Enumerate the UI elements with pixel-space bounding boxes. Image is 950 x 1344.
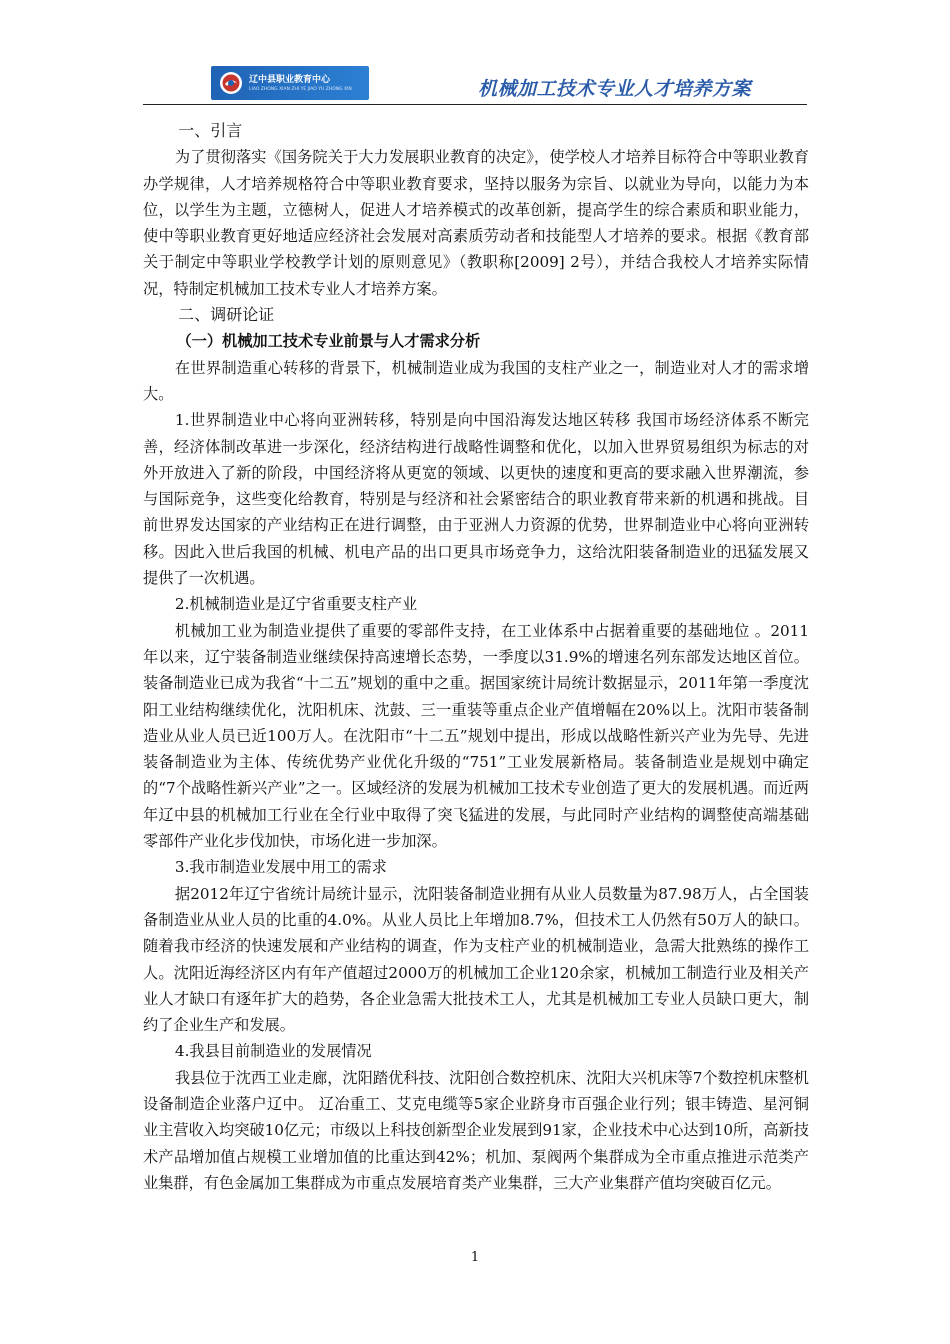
document-body xyxy=(143,118,809,1196)
item1-paragraph: 1.世界制造业中心将向亚洲转移，特别是向中国沿海发达地区转移 我国市场经济体系不断完善，经济体制改革进一步深化，经济结构进行战略性调整和优化，以加入世界贸易组织为标志的对外开放进入了新的阶段，中国经济将从更宽的领域、以更快的速度和更高的要求融入世界潮流，参与国际竞争，这些变化给教育，特别是与经济和社会紧密结合的职业教育带来新的机遇和挑战。目前世界发达国家的产业结构正在进行调整，由于亚洲人力资源的优势，世界制造业中心将向亚洲转移。因此入世后我国的机械、机电产品的出口更具市场竞争力，这给沈阳装备制造业的迅猛发展又提供了一次机遇。 xyxy=(143,411,809,588)
item2-paragraph: 机械加工业为制造业提供了重要的零部件支持，在工业体系中占据着重要的基础地位 。2011年以来，辽宁装备制造业继续保持高速增长态势，一季度以31.9%的增速名列东部发达地区首位。装备制造业已成为我省“十二五”规划的重中之重。据国家统计局统计数据显示，2011年第一季度沈阳工业结构继续优化，沈阳机床、沈鼓、三一重装等重点企业产值增幅在20%以上。沈阳市装备制造业从业人员已近100万人。在沈阳市“十二五”规划中提出，形成以战略性新兴产业为先导、先进装备制造业为主体、传统优势产业优化升级的“751”工业发展新格局。装备制造业是规划中确定的“7个战略性新兴产业”之一。区域经济的发展为机械加工技术专业创造了更大的发展机遇。而近两年辽中县的机械加工行业在全行业中取得了突飞猛进的发展，与此同时产业结构的调整使高端基础零部件产业化步伐加快，市场化进一步加深。 xyxy=(143,621,809,851)
subsection-intro: 在世界制造重心转移的背景下，机械制造业成为我国的支柱产业之一，制造业对人才的需求增大。 xyxy=(143,358,809,403)
subsection-heading: （一）机械加工技术专业前景与人才需求分析 xyxy=(176,332,481,351)
item2-title: 2.机械制造业是辽宁省重要支柱产业 xyxy=(174,595,418,614)
item3-title: 3.我市制造业发展中用工的需求 xyxy=(174,858,387,877)
school-logo xyxy=(211,66,369,100)
page-number: 1 xyxy=(470,1250,480,1265)
header-title: 机械加工技术专业人才培养方案 xyxy=(477,78,751,100)
logo-subtext: LIAO ZHONG XIAN ZHI YE JIAO YU ZHONG XIN xyxy=(249,87,352,92)
header-rule xyxy=(143,104,807,105)
section-heading-research: 二、调研论证 xyxy=(178,305,275,325)
intro-paragraph: 为了贯彻落实《国务院关于大力发展职业教育的决定》，使学校人才培养目标符合中等职业教育办学规律，人才培养规格符合中等职业教育要求，坚持以服务为宗旨、以就业为导向，以能力为本位，以学生为主题，立德树人，促进人才培养模式的改革创新，提高学生的综合素质和职业能力，使中等职业教育更好地适应经济社会发展对高素质劳动者和技能型人才培养的要求。根据《教育部关于制定中等职业学校教学计划的原则意见》（教职称[2009] 2号），并结合我校人才培养实际情况，特制定机械加工技术专业人才培养方案。 xyxy=(143,148,809,298)
item3-paragraph: 据2012年辽宁省统计局统计显示，沈阳装备制造业拥有从业人员数量为87.98万人，占全国装备制造业从业人员的比重的4.0%。从业人员比上年增加8.7%，但技术工人仍然有50万人的缺口。随着我市经济的快速发展和产业结构的调查，作为支柱产业的机械制造业，急需大批熟练的操作工人。沈阳近海经济区内有年产值超过2000万的机械加工企业120余家，机械加工制造行业及相关产业人才缺口有逐年扩大的趋势，各企业急需大批技术工人，尤其是机械加工专业人员缺口更大，制约了企业生产和发展。 xyxy=(143,884,809,1035)
school-emblem-icon xyxy=(219,71,243,95)
section-heading-intro: 一、引言 xyxy=(178,121,243,140)
item4-paragraph: 我县位于沈西工业走廊，沈阳踏优科技、沈阳创合数控机床、沈阳大兴机床等7个数控机床整机设备制造企业落户辽中。 辽冶重工、艾克电缆等5家企业跻身市百强企业行列；银丰铸造、星河铜业主营收入均突破10亿元；市级以上科技创新型企业发展到91家，企业技术中心达到10所，高新技术产品增加值占规模工业增加值的比重达到42%；机加、泵阀两个集群成为全市重点推进示范类产业集群，有色金属加工集群成为市重点发展培育类产业集群，三大产业集群产值均突破百亿元。 xyxy=(143,1068,809,1192)
logo-text: 辽中县职业教育中心 xyxy=(249,75,331,85)
item4-title: 4.我县目前制造业的发展情况 xyxy=(174,1042,372,1061)
page-header xyxy=(143,64,807,104)
